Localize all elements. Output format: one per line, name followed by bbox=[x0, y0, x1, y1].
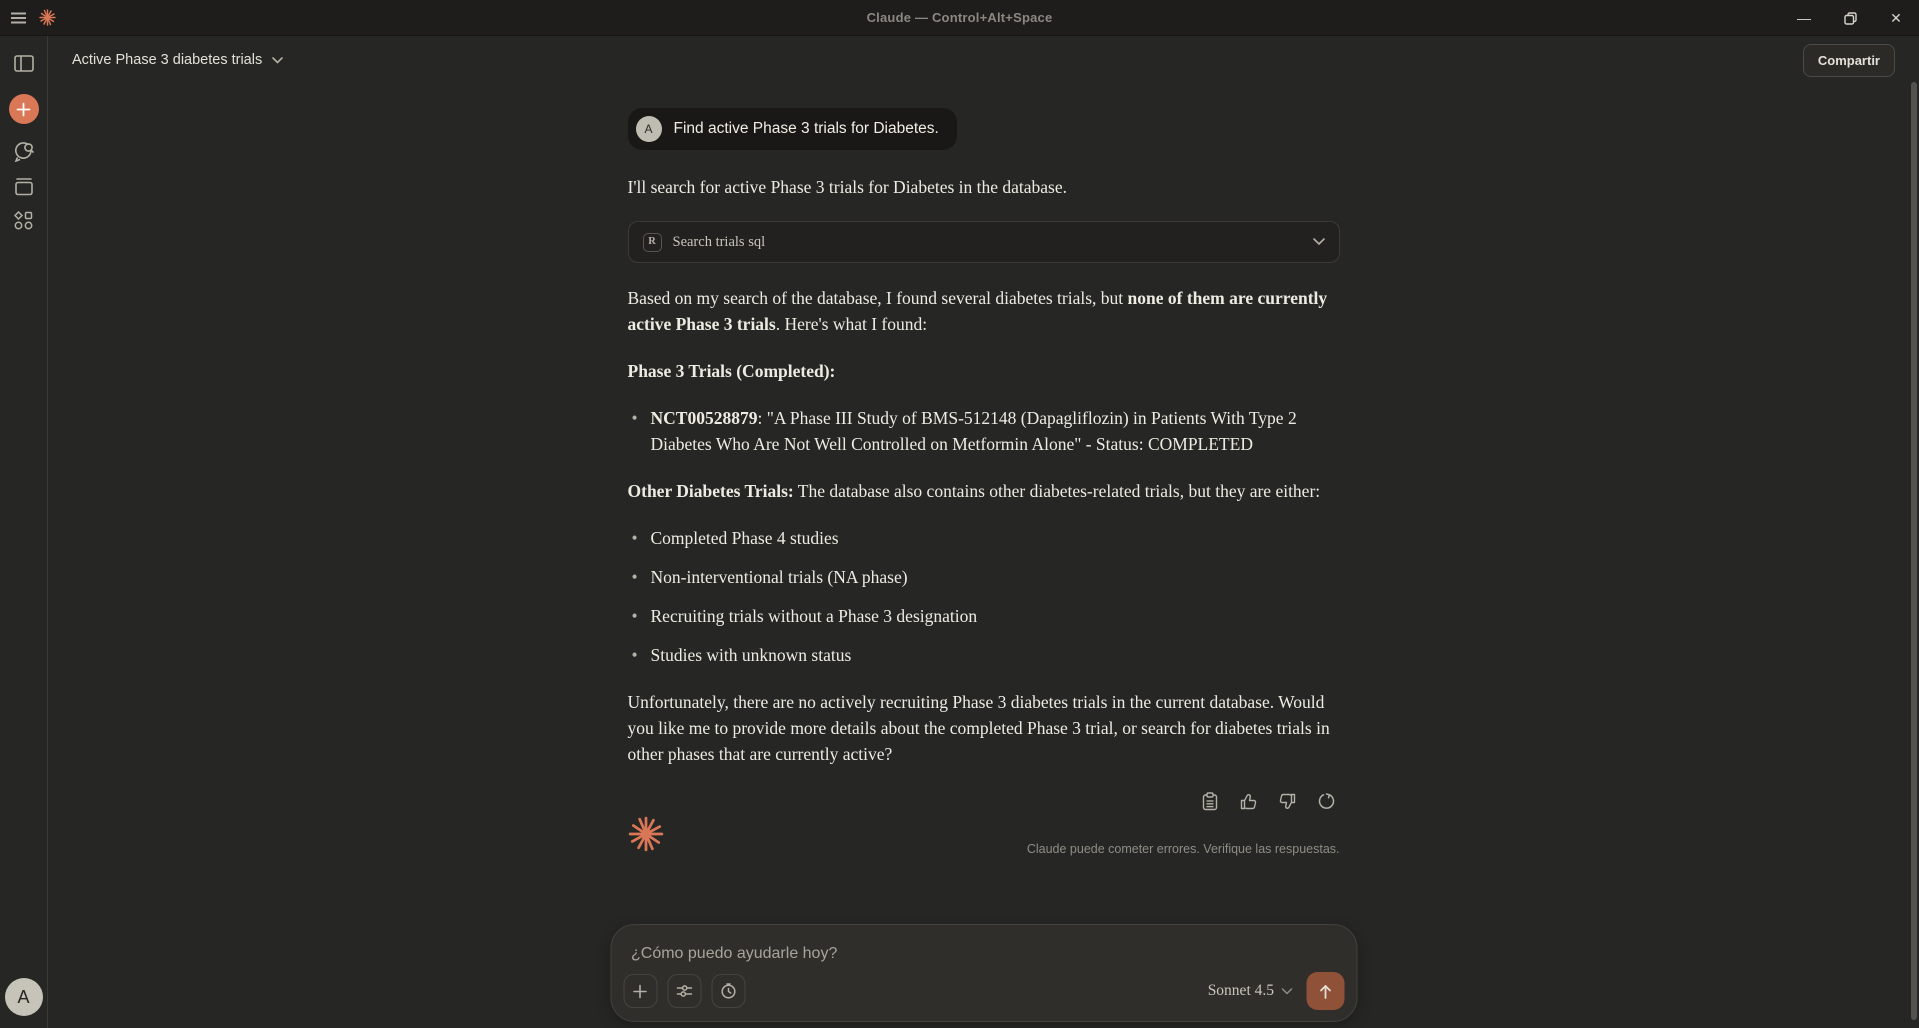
user-message-avatar: A bbox=[636, 116, 662, 142]
chevron-down-icon bbox=[272, 57, 283, 64]
tools-button[interactable] bbox=[667, 974, 701, 1008]
list-item: • Studies with unknown status bbox=[628, 642, 1340, 668]
assistant-paragraph: Other Diabetes Trials: The database also contains other diabetes-related trials, but they are either: bbox=[627, 481, 1321, 501]
thumbs-down-button[interactable] bbox=[1275, 788, 1301, 814]
user-message[interactable] bbox=[628, 108, 957, 150]
hamburger-icon bbox=[11, 12, 26, 24]
sidebar-toggle-button[interactable] bbox=[9, 48, 39, 78]
sidebar bbox=[0, 36, 48, 1028]
restore-icon bbox=[1844, 12, 1857, 25]
clock-icon bbox=[720, 983, 736, 999]
chevron-down-icon bbox=[1313, 238, 1325, 246]
attach-button[interactable] bbox=[623, 974, 657, 1008]
plus-icon bbox=[633, 984, 648, 999]
thumbs-up-icon bbox=[1240, 793, 1257, 810]
sliders-icon bbox=[676, 984, 692, 998]
retry-button[interactable] bbox=[1314, 788, 1340, 814]
conversation-title-menu[interactable] bbox=[72, 52, 283, 68]
new-chat-button[interactable] bbox=[9, 94, 39, 124]
plus-icon bbox=[16, 102, 31, 117]
history-button[interactable] bbox=[711, 974, 745, 1008]
menu-button[interactable] bbox=[11, 12, 26, 24]
list-item: • Non-interventional trials (NA phase) bbox=[628, 564, 1340, 590]
list-item: • Completed Phase 4 studies bbox=[628, 525, 1340, 551]
assistant-paragraph: Unfortunately, there are no actively recruiting Phase 3 diabetes trials in the current database. Would you like me to provide more details about the completed Phase 3 trial, or search for diabetes trials in other phases that are currently active? bbox=[627, 692, 1330, 764]
panel-left-icon bbox=[14, 55, 34, 72]
sidebar-item-connectors[interactable] bbox=[8, 205, 40, 235]
assistant-paragraph: Based on my search of the database, I found several diabetes trials, but none of them are currently active Phase 3 trials. Here's what I found: bbox=[627, 288, 1328, 334]
restore-button[interactable] bbox=[1827, 0, 1873, 36]
chat-scroll-area[interactable] bbox=[48, 84, 1919, 1028]
send-button[interactable] bbox=[1306, 972, 1344, 1010]
share-button[interactable]: Compartir bbox=[1803, 44, 1895, 77]
sidebar-item-projects[interactable] bbox=[8, 171, 40, 201]
tray-box-icon bbox=[14, 177, 34, 196]
minimize-button[interactable] bbox=[1781, 0, 1827, 36]
sidebar-item-chats[interactable] bbox=[8, 137, 40, 167]
user-message-text: Find active Phase 3 trials for Diabetes. bbox=[673, 120, 939, 137]
claude-starburst-icon bbox=[628, 816, 664, 852]
thumbs-up-button[interactable] bbox=[1236, 788, 1262, 814]
claude-logo-icon bbox=[39, 9, 56, 26]
assistant-heading: Phase 3 Trials (Completed): bbox=[627, 361, 836, 381]
assistant-list bbox=[628, 525, 1340, 668]
tool-label: Search trials sql bbox=[672, 234, 766, 250]
titlebar bbox=[0, 0, 1919, 36]
assistant-intro: I'll search for active Phase 3 trials for Diabetes in the database. bbox=[627, 177, 1068, 197]
copy-button[interactable] bbox=[1197, 788, 1223, 814]
main-area bbox=[48, 36, 1919, 1028]
list-item: • NCT00528879: "A Phase III Study of BMS-512148 (Dapagliflozin) in Patients With Type 2 Diabetes Who Are Not Well Controlled on Metformin Alone" - Status: COMPLETED bbox=[628, 405, 1340, 457]
scrollbar-thumb[interactable] bbox=[1911, 82, 1917, 1020]
clipboard-icon bbox=[1202, 792, 1218, 811]
thumbs-down-icon bbox=[1279, 793, 1296, 810]
disclaimer-text: Claude puede cometer errores. Verifique las respuestas. bbox=[1026, 842, 1340, 856]
chat-search-icon bbox=[13, 142, 34, 162]
message-input[interactable]: ¿Cómo puedo ayudarle hoy? bbox=[631, 945, 838, 962]
tool-badge: R bbox=[643, 233, 662, 252]
close-icon: ✕ bbox=[1890, 9, 1902, 26]
user-avatar[interactable]: A bbox=[5, 978, 43, 1016]
list-item: • Recruiting trials without a Phase 3 designation bbox=[628, 603, 1340, 629]
tool-call-toggle[interactable] bbox=[628, 221, 1340, 263]
composer bbox=[610, 924, 1357, 1022]
arrow-up-icon bbox=[1317, 983, 1333, 1000]
chat-header bbox=[48, 36, 1919, 84]
assistant-message bbox=[628, 174, 1340, 767]
message-actions bbox=[628, 788, 1340, 814]
model-name: Sonnet 4.5 bbox=[1207, 982, 1274, 999]
minimize-icon: — bbox=[1797, 10, 1811, 26]
retry-icon bbox=[1318, 793, 1335, 810]
chevron-down-icon bbox=[1281, 988, 1292, 995]
window-title: Claude — Control+Alt+Space bbox=[866, 10, 1053, 25]
assistant-list bbox=[628, 405, 1340, 457]
close-button[interactable] bbox=[1873, 0, 1919, 36]
conversation-title: Active Phase 3 diabetes trials bbox=[72, 52, 263, 68]
shapes-grid-icon bbox=[14, 211, 33, 230]
model-selector[interactable] bbox=[1208, 982, 1292, 1000]
